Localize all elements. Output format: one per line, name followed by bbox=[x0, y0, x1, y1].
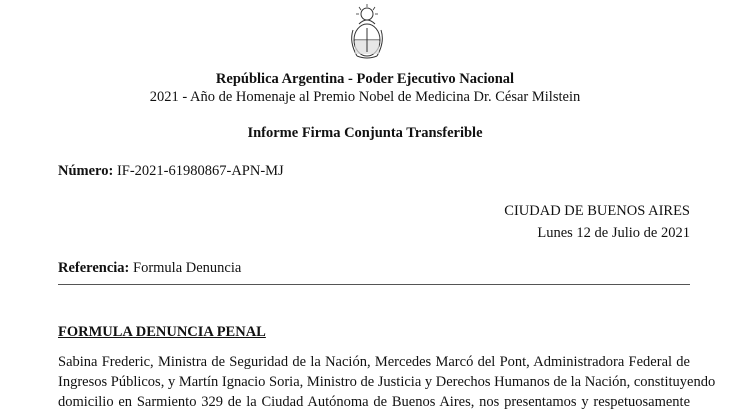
reference-value: Formula Denuncia bbox=[133, 260, 242, 276]
document-number-label: Número: bbox=[58, 163, 114, 179]
header-title: República Argentina - Poder Ejecutivo Nacional bbox=[215, 71, 515, 87]
date: Lunes 12 de Julio de 2021 bbox=[537, 225, 690, 241]
place: CIUDAD DE BUENOS AIRES bbox=[504, 203, 690, 219]
paragraph-line: Sabina Frederic, Ministra de Seguridad de la Nación, Mercedes Marcó del Pont, Administradora Federal de bbox=[58, 354, 690, 370]
divider bbox=[58, 284, 690, 285]
document-number bbox=[58, 163, 284, 180]
document-number-value: IF-2021-61980867-APN-MJ bbox=[116, 163, 284, 179]
document-type: Informe Firma Conjunta Transferible bbox=[247, 125, 483, 141]
body-paragraph bbox=[58, 352, 716, 412]
coat-of-arms-seal bbox=[345, 2, 389, 62]
reference-label: Referencia: bbox=[58, 260, 130, 276]
body-heading: FORMULA DENUNCIA PENAL bbox=[58, 324, 266, 340]
reference bbox=[58, 260, 241, 277]
paragraph-line: domicilio en Sarmiento 329 de la Ciudad Autónoma de Buenos Aires, nos presentamos y respetuosamente bbox=[58, 394, 690, 410]
header-subtitle: 2021 - Año de Homenaje al Premio Nobel de Medicina Dr. César Milstein bbox=[149, 89, 581, 105]
paragraph-line: Ingresos Públicos, y Martín Ignacio Soria, Ministro de Justicia y Derechos Humanos de la Nación, constituyendo bbox=[58, 374, 716, 390]
